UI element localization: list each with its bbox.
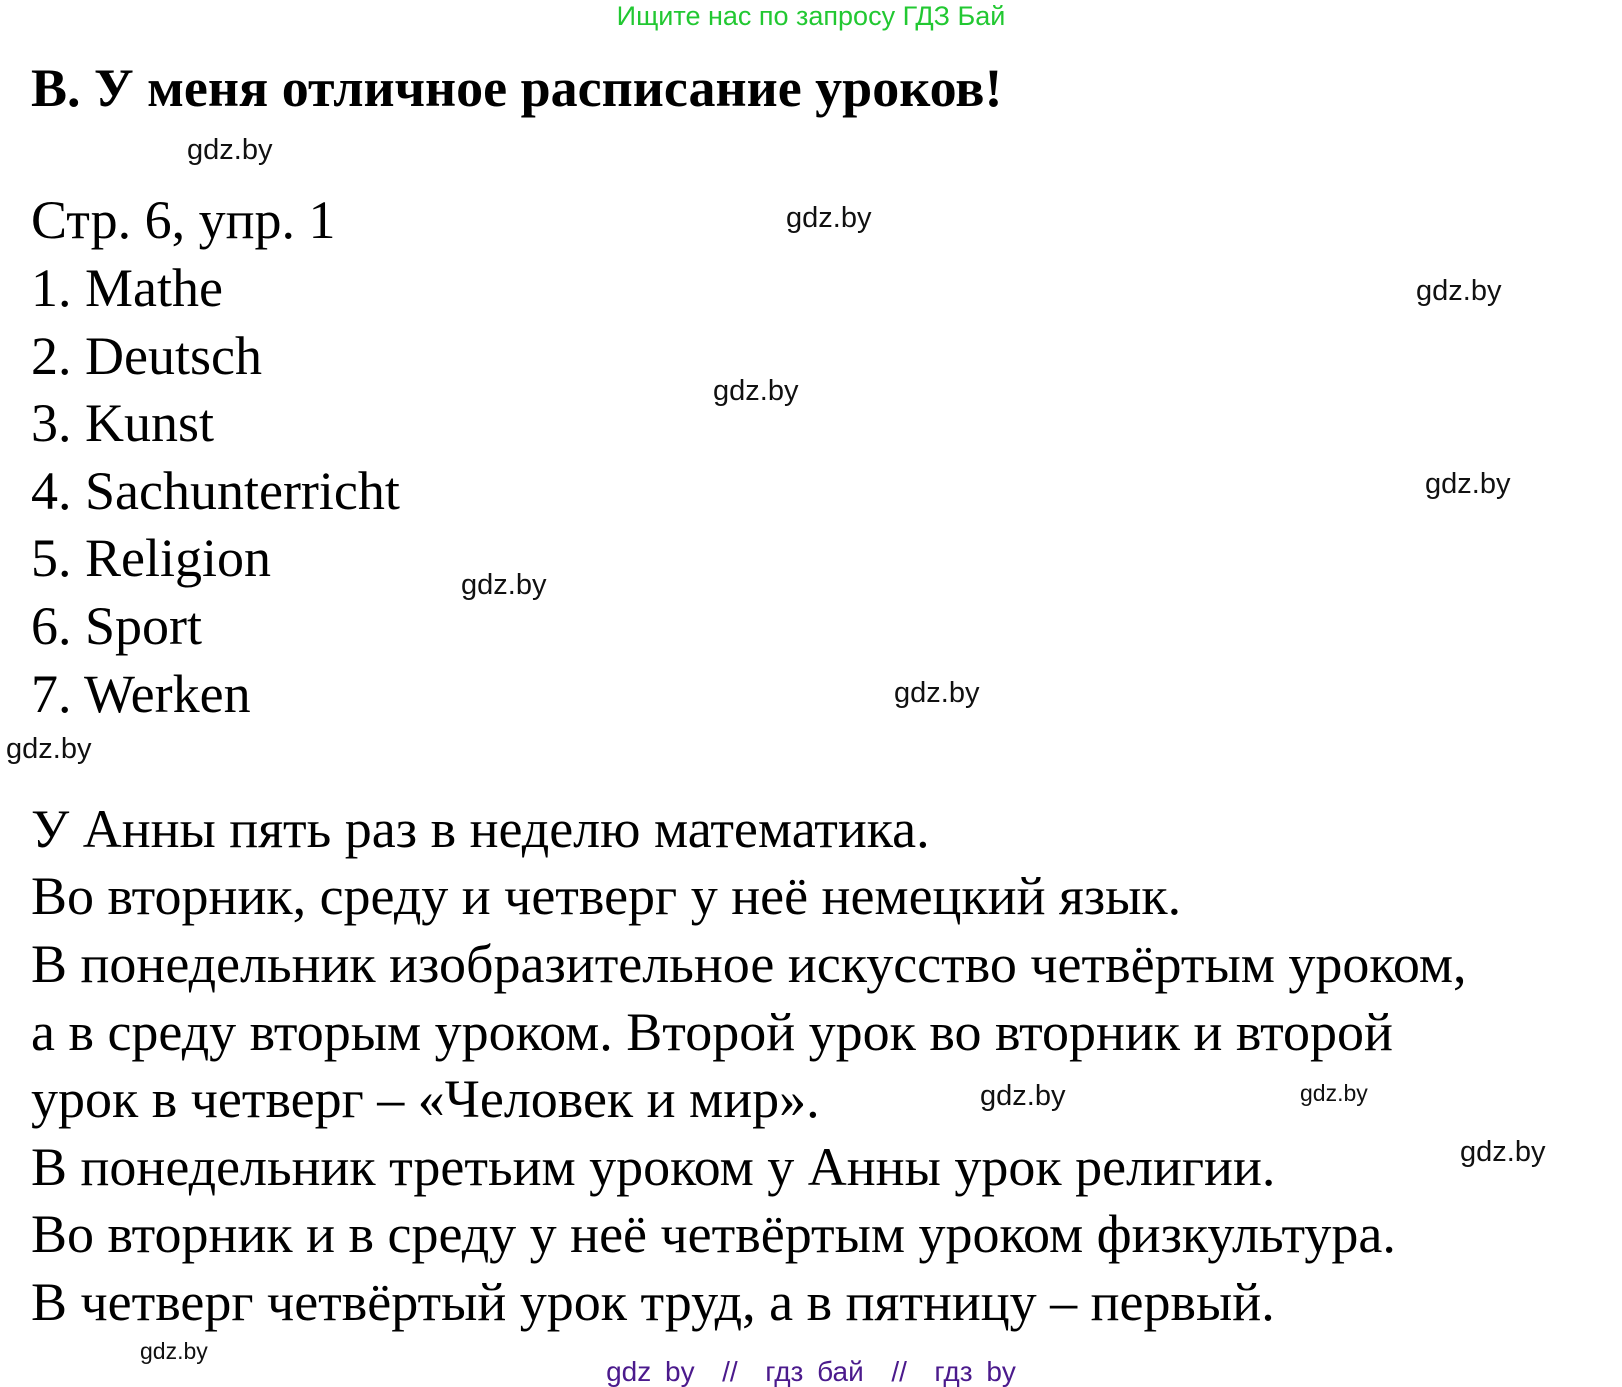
paragraph-line: Во вторник и в среду у неё четвёртым уроком физкультура. bbox=[31, 1204, 1396, 1264]
list-item: 4. Sachunterricht bbox=[31, 461, 400, 521]
watermark: gdz.by bbox=[140, 1338, 208, 1364]
paragraph-line: В понедельник третьим уроком у Анны урок религии. bbox=[31, 1137, 1276, 1197]
list-item: 7. Werken bbox=[31, 664, 251, 724]
watermark: gdz.by bbox=[187, 134, 273, 166]
list-item: 6. Sport bbox=[31, 596, 203, 656]
paragraph-line: У Анны пять раз в неделю математика. bbox=[31, 799, 930, 859]
footer-links: gdz by // гдз бай // гдз by bbox=[606, 1356, 1016, 1387]
list-item: 1. Mathe bbox=[31, 258, 223, 318]
list-item: 2. Deutsch bbox=[31, 326, 262, 386]
watermark: gdz.by bbox=[6, 733, 92, 765]
watermark: gdz.by bbox=[1416, 275, 1502, 307]
list-item: 5. Religion bbox=[31, 528, 271, 588]
paragraph-line: урок в четверг – «Человек и мир». bbox=[31, 1069, 820, 1129]
watermark: gdz.by bbox=[461, 569, 547, 601]
list-item: 3. Kunst bbox=[31, 393, 215, 453]
watermark: gdz.by bbox=[713, 375, 799, 407]
paragraph-line: В понедельник изобразительное искусство четвёртым уроком, bbox=[31, 934, 1467, 994]
watermark: gdz.by bbox=[980, 1080, 1066, 1112]
exercise-heading: Стр. 6, упр. 1 bbox=[31, 190, 336, 250]
paragraph-line: а в среду вторым уроком. Второй урок во вторник и второй bbox=[31, 1002, 1393, 1062]
page-title: В. У меня отличное расписание уроков! bbox=[31, 58, 1003, 118]
watermark: gdz.by bbox=[1300, 1080, 1368, 1106]
paragraph-line: Во вторник, среду и четверг у неё немецкий язык. bbox=[31, 866, 1182, 926]
watermark: gdz.by bbox=[786, 202, 872, 234]
watermark: gdz.by bbox=[894, 677, 980, 709]
watermark: gdz.by bbox=[1460, 1136, 1546, 1168]
promo-banner: Ищите нас по запросу ГДЗ Бай bbox=[616, 1, 1006, 31]
watermark: gdz.by bbox=[1425, 468, 1511, 500]
paragraph-line: В четверг четвёртый урок труд, а в пятницу – первый. bbox=[31, 1272, 1275, 1332]
